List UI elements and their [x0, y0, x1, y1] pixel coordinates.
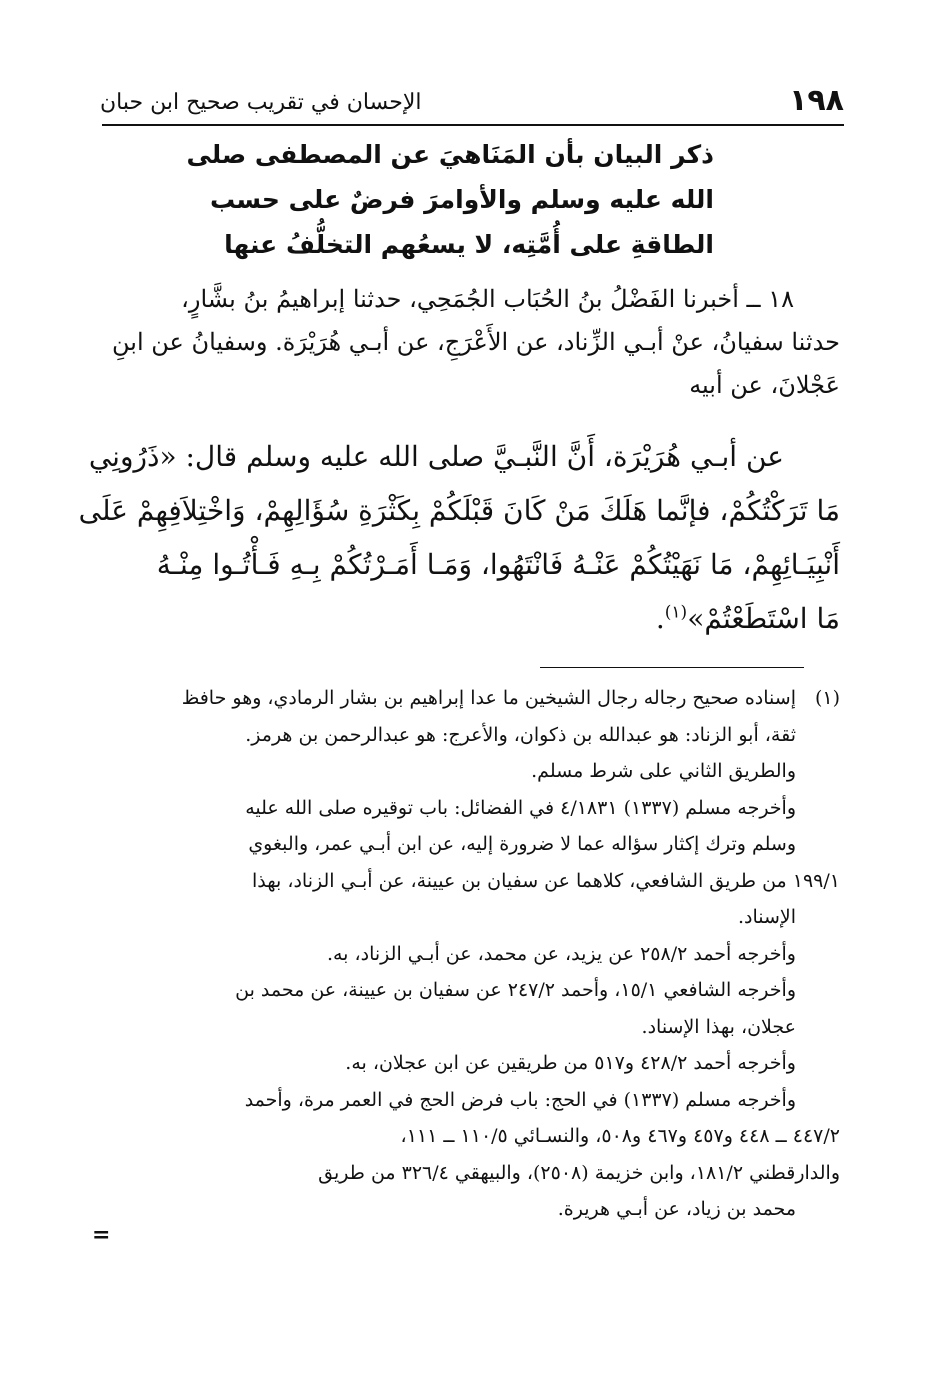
footnote-line: وأخرجه أحمد ٤٢٨/٢ و٥١٧ من طريقين عن ابن عجلان، به.: [345, 1052, 796, 1074]
footnote-text: إسناده صحيح رجاله رجال الشيخين ما عدا إبراهيم بن بشار الرمادي، وهو حافظ: [181, 687, 796, 709]
matn-last-line: [105, 592, 840, 646]
matn-line: أَنْبِيَـائِهِمْ، مَا نَهَيْتُكُمْ عَنْـهُ فَانْتَهُوا، وَمَـا أَمَـرْتُكُمْ بِـهِ فَـأْتُـوا مِنْـهُ: [156, 548, 840, 581]
footnote-line: الإسناد.: [737, 906, 796, 928]
footnote-line: ٤٤٧/٢ ــ ٤٤٨ و٤٥٧ و٤٦٧ و٥٠٨، والنسـائي ١١٠/٥ ــ ١١١،: [400, 1125, 840, 1147]
footnote-separator: [540, 667, 804, 668]
isnad-line: عَجْلانَ، عن أبيه: [689, 371, 840, 399]
running-head: [100, 78, 844, 118]
matn-line: مَا تَرَكْتُكُمْ، فإنَّما هَلَكَ مَنْ كَانَ قَبْلَكُمْ بِكَثْرَةِ سُؤَالِهِمْ، وَاخْتِلاَفِهِمْ عَلَى: [78, 494, 840, 527]
footnote-line: عجلان، بهذا الإسناد.: [641, 1015, 796, 1038]
matn-line: عن أبـي هُرَيْرَة، أَنَّ النَّبـيَّ صلى الله عليه وسلم قال: «ذَرُونِي: [88, 440, 784, 473]
footnote-reference[interactable]: (١): [664, 602, 688, 623]
footnote-line: [106, 680, 840, 717]
chapter-heading-line: ذكر البيان بأن المَنَاهيَ عن المصطفى صلى: [186, 140, 714, 169]
footnotes: [106, 680, 840, 1228]
book-title: الإحسان في تقريب صحيح ابن حبان: [100, 90, 422, 115]
hadith-isnad: [105, 278, 840, 407]
chapter-heading-line: الله عليه وسلم والأوامرَ فرضٌ على حسب: [209, 185, 714, 214]
matn-line: مَا اسْتَطَعْتُمْ»: [687, 602, 840, 635]
footnote-line: ١٩٩/١ من طريق الشافعي، كلاهما عن سفيان بن عيينة، عن أبـي الزناد، بهذا: [252, 869, 840, 892]
page-number: ١٩٨: [789, 83, 844, 118]
continuation-mark: =: [92, 1222, 111, 1248]
footnote-marker: (١): [814, 687, 840, 709]
footnote-line: وسلم وترك إكثار سؤاله عما لا ضرورة إليه، عن ابن أبـي عمر، والبغوي: [248, 833, 796, 855]
footnote-line: ثقة، أبو الزناد: هو عبدالله بن ذكوان، والأعرج: هو عبدالرحمن بن هرمز.: [245, 723, 796, 746]
footnote-line: والدارقطني ١٨١/٢، وابن خزيمة (٢٥٠٨)، والبيهقي ٣٢٦/٤ من طريق: [318, 1161, 840, 1184]
footnote-line: محمد بن زياد، عن أبـي هريرة.: [557, 1198, 796, 1220]
footnote-line: وأخرجه مسلم (١٣٣٧) ٤/١٨٣١ في الفضائل: باب توقيره صلى الله عليه: [245, 796, 796, 819]
chapter-heading: [186, 132, 714, 267]
footnote-line: وأخرجه الشافعي ١٥/١، وأحمد ٢٤٧/٢ عن سفيان بن عيينة، عن محمد بن: [235, 979, 796, 1001]
header-rule: [102, 124, 844, 126]
chapter-heading-line: الطاقةِ على أُمَّتِه، لا يسعُهم التخلُّفُ عنها: [224, 230, 714, 259]
matn-line-end: .: [655, 602, 665, 635]
isnad-line: حدثنا سفيانُ، عنْ أبـي الزِّناد، عن الأَعْرَجِ، عن أبـي هُرَيْرَة. وسفيانُ عن ابنِ: [112, 328, 840, 356]
footnote-line: والطريق الثاني على شرط مسلم.: [531, 760, 796, 782]
hadith-matn: [78, 430, 840, 646]
isnad-line: ١٨ ــ أخبرنا الفَضْلُ بنُ الحُبَاب الجُمَحِي، حدثنا إبراهيمُ بنُ بشَّارٍ،: [181, 285, 794, 313]
footnote-line: وأخرجه مسلم (١٣٣٧) في الحج: باب فرض الحج في العمر مرة، وأحمد: [244, 1088, 796, 1111]
footnote-line: وأخرجه أحمد ٢٥٨/٢ عن يزيد، عن محمد، عن أبـي الزناد، به.: [326, 942, 796, 965]
